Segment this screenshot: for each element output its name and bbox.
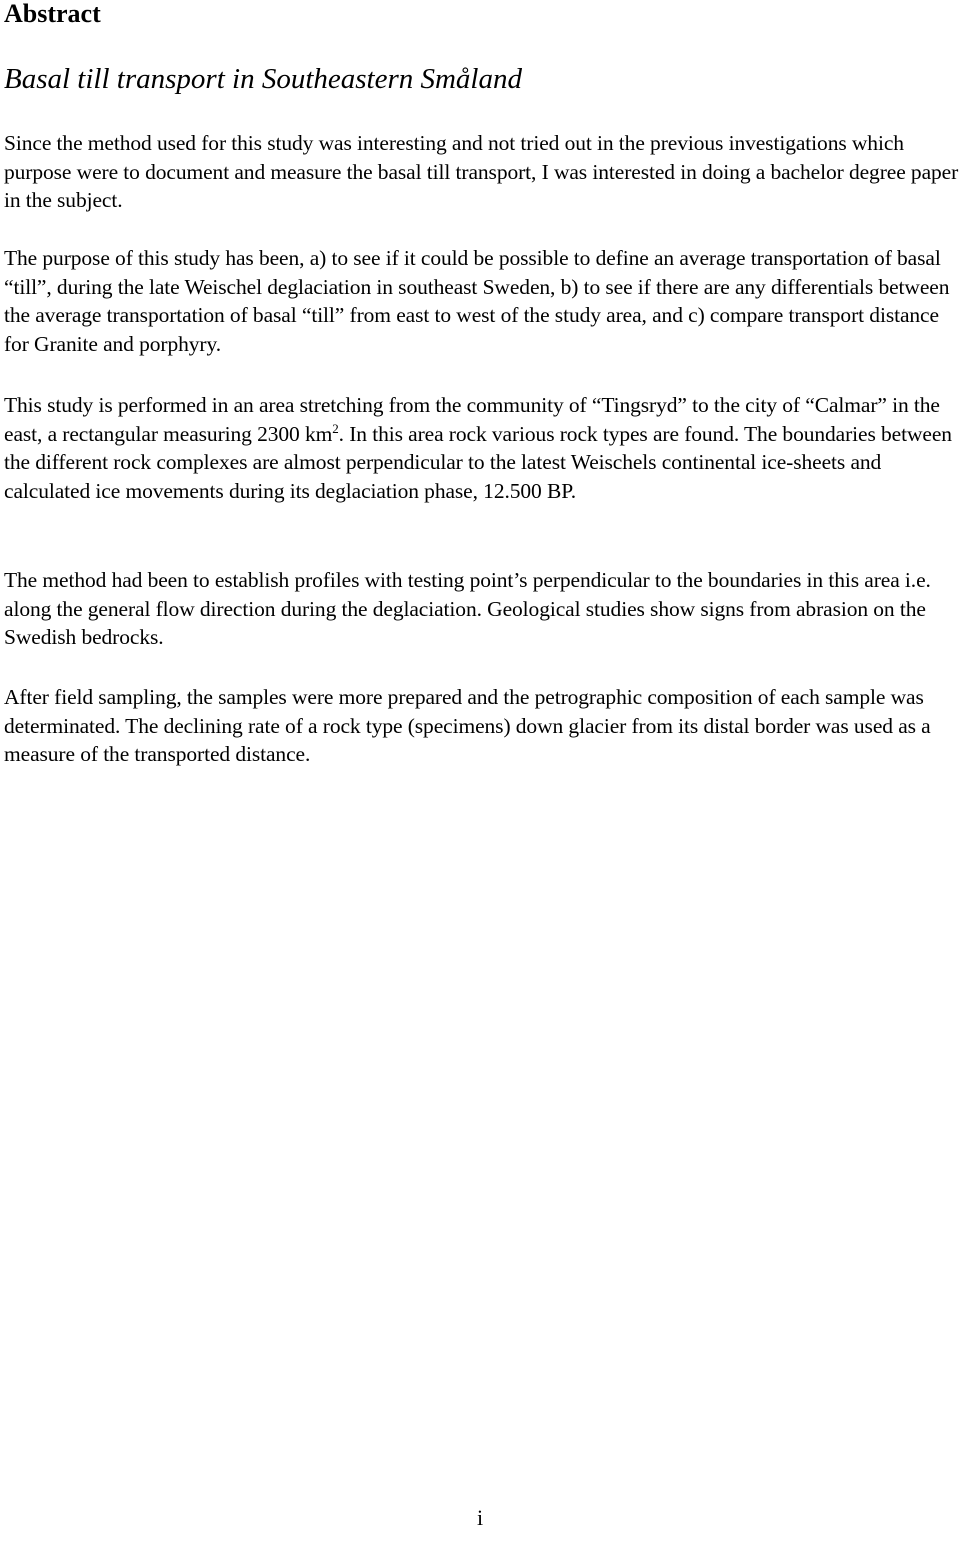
- paragraph-motivation: Since the method used for this study was interesting and not tried out in the previous investigations which purpose were to document and measure the basal till transport, I was interested in doing a bachelor degree paper in the subject.: [4, 131, 959, 213]
- paragraph-purpose: The purpose of this study has been, a) to see if it could be possible to define an average transportation of basal “till”, during the late Weischel deglaciation in southeast Sweden, b) to see if there are any differentials between the average transportation of basal “till” from east to west of the study area, and c) compare transport distance for Granite and porphyry.: [4, 246, 950, 356]
- page-number: i: [476, 1505, 484, 1530]
- paper-title: Basal till transport in Southeastern Småland: [4, 63, 522, 95]
- paragraph-study-area: [4, 391, 960, 505]
- paragraph-sampling: After field sampling, the samples were more prepared and the petrographic composition of each sample was determinated. The declining rate of a rock type (specimens) down glacier from its distal border was used as a measure of the transported distance.: [4, 685, 931, 767]
- paragraph-method: The method had been to establish profiles with testing point’s perpendicular to the boundaries in this area i.e. along the general flow direction during the deglaciation. Geological studies show signs from abrasion on the Swedish bedrocks.: [4, 568, 931, 650]
- study-area-text-end: . In this area rock various rock types are found. The boundaries between the different rock complexes are almost perpendicular to the latest Weischels continental ice-sheets and calculated ice movements during its deglaciation phase, 12.500 BP.: [4, 421, 952, 503]
- superscript-exponent: 2: [332, 420, 339, 436]
- study-area-text-start: This study is performed in an area stretching from the community of “Tingsryd” to the city of “Calmar” in the east, a rectangular measuring 2300 km: [4, 393, 940, 446]
- abstract-heading: Abstract: [4, 0, 101, 28]
